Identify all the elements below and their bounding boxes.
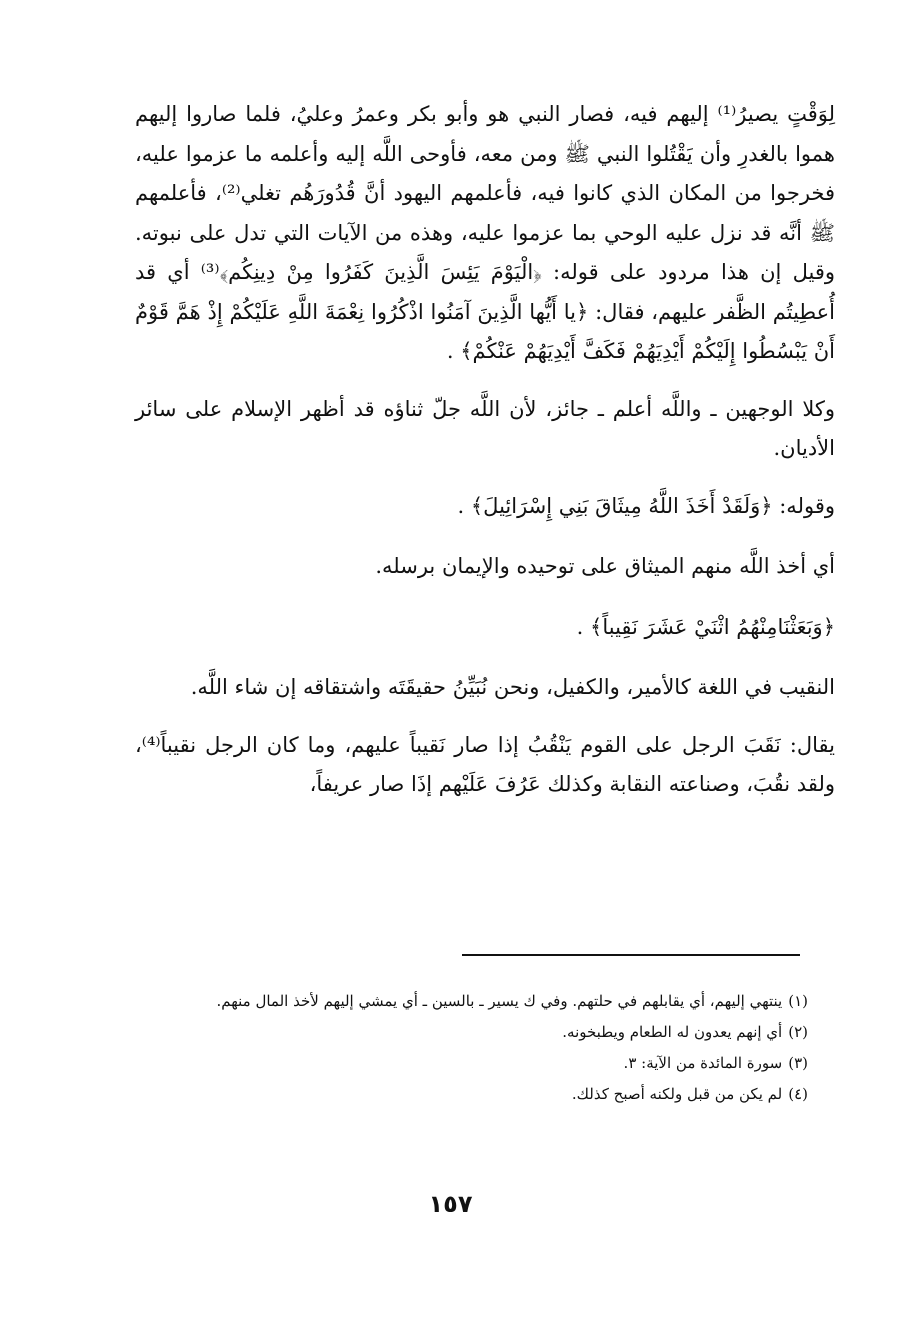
footnote-text: لم يكن من قبل ولكنه أصبح كذلك. (571, 1085, 783, 1103)
footnote-text: أي إنهم يعدون له الطعام ويطبخونه. (562, 1023, 783, 1041)
footnote-number: (١) (788, 992, 808, 1010)
paragraph-1: لِوَقْتٍ يصيرُ⁽¹⁾ إليهم فيه، فصار النبي هو وأبو بكر وعمرُ وعليُ، فلما صاروا إليهم هموا بالغدرِ وأن يَقْتُلوا النبي ﷺ ومن معه، فأوحى اللَّه إليه وأعلمه ما عزموا عليه، فخرجوا من المكان الذي كانوا فيه، فأعلمهم اليهود أنَّ قُدُورَهُم تغلي⁽²⁾، فأعلمهم ﷺ أنَّه قد نزل عليه الوحي بما عزموا عليه، وهذه من الآيات التي تدل على نبوته. وقيل إن هذا مردود على قوله: ﴿الْيَوْمَ يَئِسَ الَّذِينَ كَفَرُوا مِنْ دِينِكُم﴾⁽³⁾ أي قد أُعطِيتُم الظَّفر عليهم، فقال: ﴿يا أَيُّها الَّذِينَ آمَنُوا اذْكُرُوا نِعْمَةَ اللَّهِ عَلَيْكُمْ إِذْ هَمَّ قَوْمٌ أَنْ يَبْسُطُوا إِلَيْكُمْ أَيْدِيَهُمْ فَكَفَّ أَيْدِيَهُمْ عَنْكُمْ﴾ . (135, 102, 836, 363)
verse-line-2: ﴿وَبَعَثْنَامِنْهُمُ اثْنَيْ عَشَرَ نَقِيباً﴾ . (576, 614, 835, 639)
footnote-number: (٢) (788, 1023, 808, 1041)
page-number: ١٥٧ (428, 1190, 473, 1218)
paragraph-naqib: النقيب في اللغة كالأمير، والكفيل، ونحن نُبَيِّنُ حقيقَتَه واشتقاقه إن شاء اللَّه. (190, 675, 835, 699)
paragraph-yuqal: يقال: نَقَبَ الرجل على القوم يَنْقُبُ إذا صار نَقيباً عليهم، وما كان الرجل نقيباً⁽⁴⁾، ولقد نقُبَ، وصناعته النقابة وكذلك عَرُفَ عَلَيْهم إذَا صار عريفاً، (135, 732, 835, 796)
explanation-line: أي أخذ اللَّه منهم الميثاق على توحيده والإيمان برسله. (375, 554, 835, 578)
footnote-3 (140, 1048, 808, 1079)
page-body (135, 95, 835, 805)
footnote-number: (٣) (788, 1054, 808, 1072)
footnote-1 (140, 986, 808, 1017)
verse-line-1: وقوله: ﴿وَلَقَدْ أَخَذَ اللَّهُ مِيثَاقَ بَنِي إِسْرَائِيلَ﴾ . (457, 493, 835, 518)
footnote-2 (140, 1017, 808, 1048)
footnote-divider (462, 954, 800, 956)
footnote-text: ينتهي إليهم، أي يقابلهم في حلتهم. وفي ك يسير ـ بالسين ـ أي يمشي إليهم لأخذ المال منهم. (216, 992, 783, 1010)
paragraph-2: وكلا الوجهين ـ واللَّه أعلم ـ جائز، لأن اللَّه جلّ ثناؤه قد أظهر الإسلام على سائر الأديان. (135, 396, 835, 460)
footnote-number: (٤) (788, 1085, 808, 1103)
footnotes (140, 986, 808, 1110)
footnote-text: سورة المائدة من الآية: ٣. (623, 1054, 783, 1072)
footnote-4 (140, 1079, 808, 1110)
